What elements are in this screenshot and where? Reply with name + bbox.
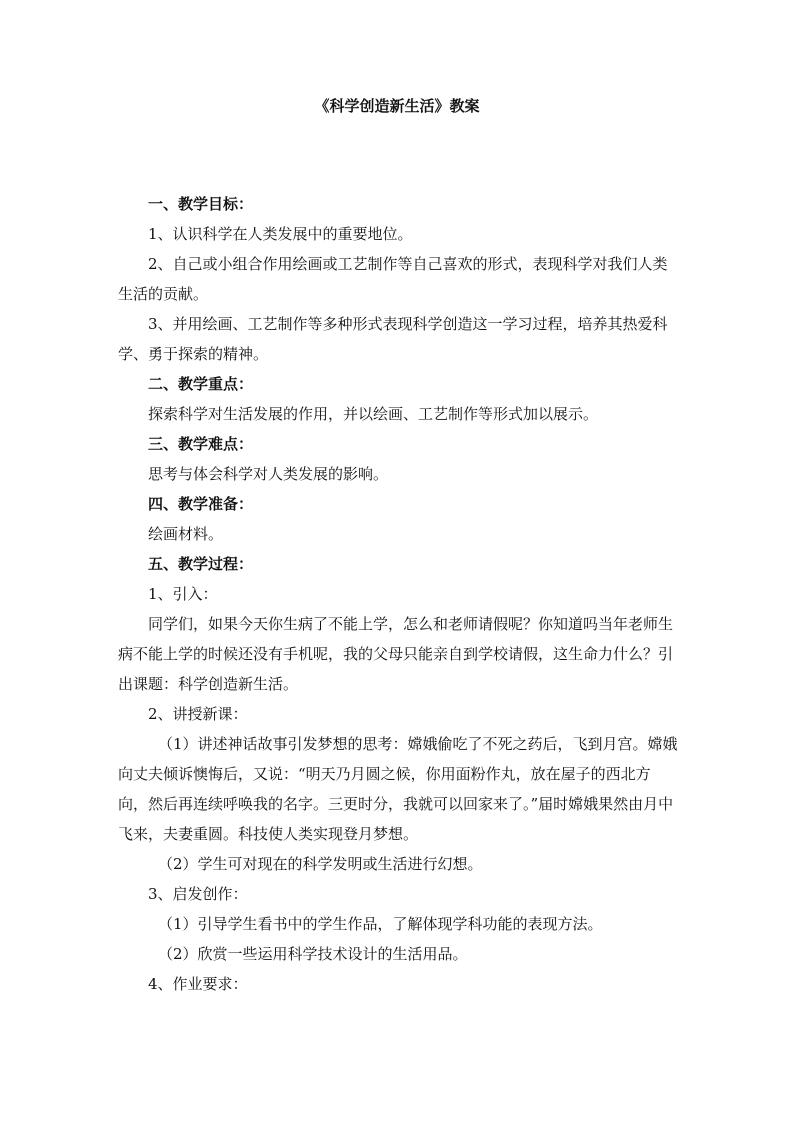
paragraph: （1）引导学生看书中的学生作品，了解体现学科功能的表现方法。 [158, 915, 603, 933]
paragraph: 4、作业要求： [148, 975, 248, 993]
paragraph: 同学们，如果今天你生病了不能上学，怎么和老师请假呢？你知道吗当年老师生病不能上学的时候还没有手机呢，我的父母只能亲自到学校请假，这生命力什么？引出课题：科学创造新生活。 [118, 615, 674, 693]
paragraph: 探索科学对生活发展的作用，并以绘画、工艺制作等形式加以展示。 [148, 405, 599, 423]
paragraph: （1）讲述神话故事引发梦想的思考：嫦娥偷吃了不死之药后，飞到月宫。嫦娥向丈夫倾诉懊悔后，又说：“明天乃月圆之候，你用面粉作丸，放在屋子的西北方向，然后再连续呼唤我的名字。三更时分，我就可以回家来了。”届时嫦娥果然由月中飞来，夫妻重圆。科技使人类实现登月梦想。 [118, 735, 678, 843]
section-heading: 四、教学准备： [148, 495, 254, 513]
section-heading: 二、教学重点： [148, 375, 254, 393]
paragraph: 绘画材料。 [148, 525, 224, 543]
section-heading: 五、教学过程： [148, 555, 254, 573]
document-title: 《科学创造新生活》教案 [314, 97, 480, 115]
paragraph: 2、讲授新课： [148, 705, 248, 723]
paragraph: （2）欣赏一些运用科学技术设计的生活用品。 [158, 945, 468, 963]
paragraph: 1、认识科学在人类发展中的重要地位。 [148, 225, 413, 243]
paragraph: 1、引入： [148, 585, 218, 603]
paragraph: 3、启发创作： [148, 885, 248, 903]
section-heading: 一、教学目标： [148, 195, 254, 213]
paragraph: 思考与体会科学对人类发展的影响。 [148, 465, 389, 483]
document-body [118, 189, 678, 999]
paragraph: 3、并用绘画、工艺制作等多种形式表现科学创造这一学习过程，培养其热爱科学、勇于探索的精神。 [118, 315, 668, 363]
paragraph: 2、自己或小组合作用绘画或工艺制作等自己喜欢的形式，表现科学对我们人类生活的贡献。 [118, 255, 668, 303]
paragraph: （2）学生可对现在的科学发明或生活进行幻想。 [158, 855, 483, 873]
section-heading: 三、教学难点： [148, 435, 254, 453]
